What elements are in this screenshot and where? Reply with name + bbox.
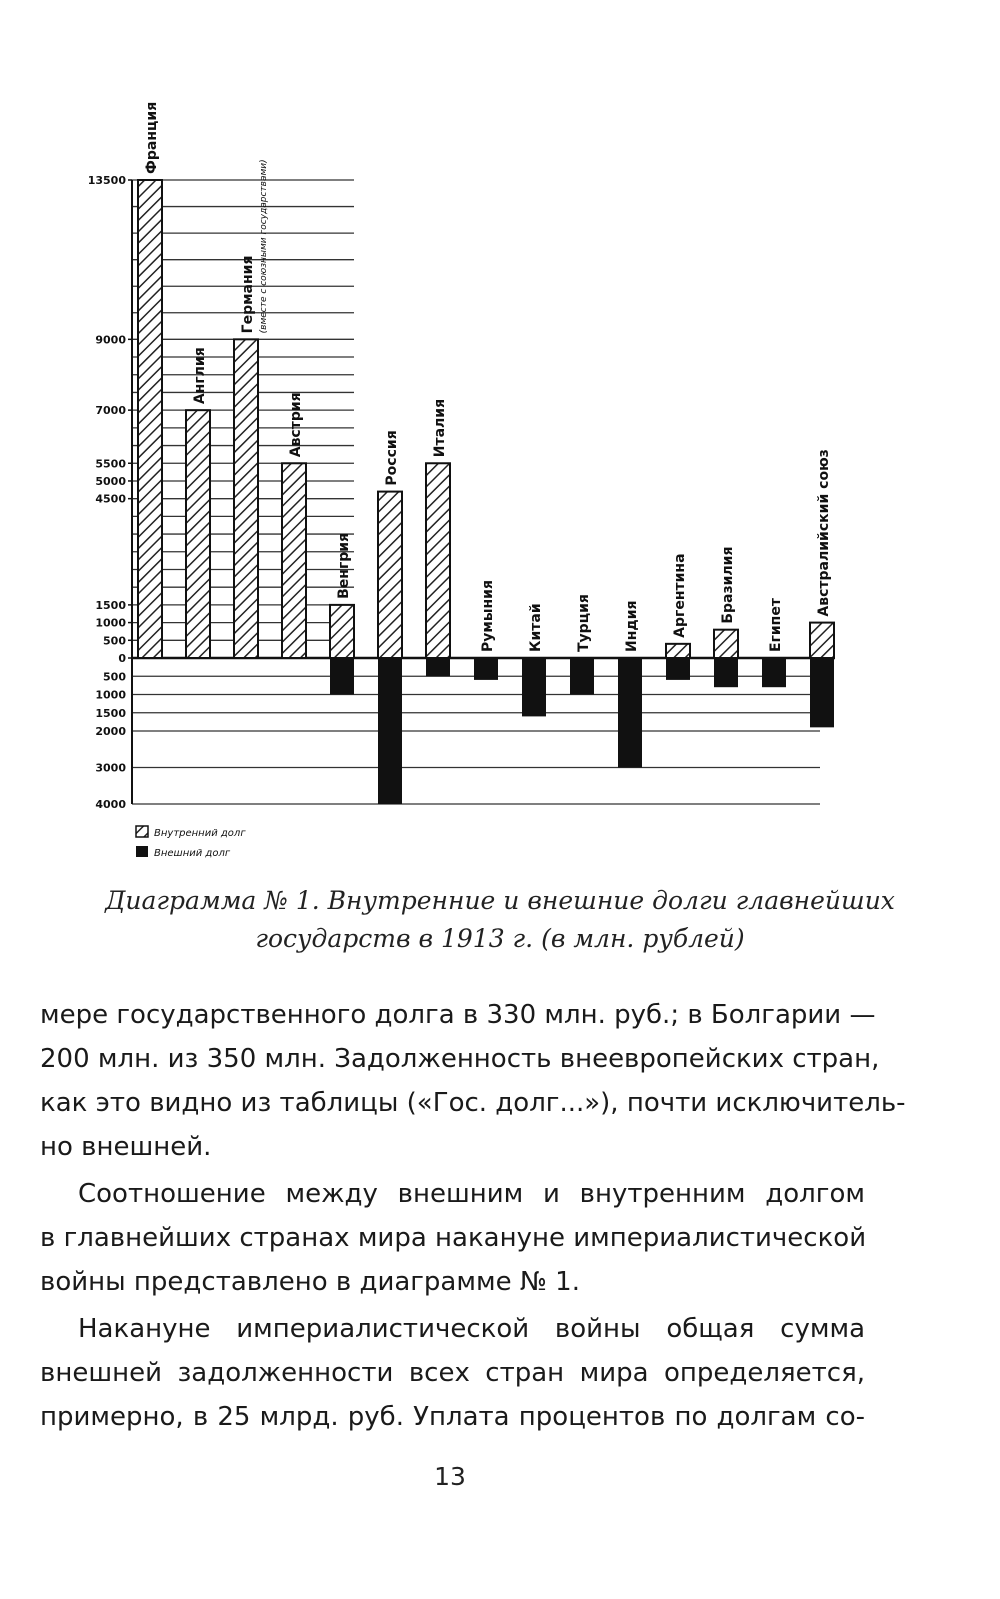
page-number: 13 xyxy=(434,1462,466,1491)
y-tick-label: 5000 xyxy=(95,474,126,488)
bar-external-debt xyxy=(426,658,450,676)
bar-internal-debt xyxy=(138,180,162,658)
text-line: но внешней. xyxy=(40,1132,212,1162)
category-label: Франция xyxy=(144,101,160,174)
category-label: Египет xyxy=(768,598,784,652)
text-line: в главнейших странах мира накануне империалистической xyxy=(40,1223,867,1253)
y-tick-label: 0 xyxy=(118,652,126,665)
category-label: Англия xyxy=(192,347,208,405)
y-tick-label: 9000 xyxy=(95,333,126,347)
category-label: Китай xyxy=(528,603,544,652)
paragraph-1 xyxy=(40,993,906,1169)
legend-label-external: Внешний долг xyxy=(154,848,231,859)
y-tick-label: 2000 xyxy=(95,725,126,738)
y-tick-label: 1000 xyxy=(95,688,126,702)
figure-caption-line-2: государств в 1913 г. (в млн. рублей) xyxy=(255,924,745,953)
text-line: войны представлено в диаграмме № 1. xyxy=(40,1267,580,1297)
text-line: Накануне империалистической войны общая сумма xyxy=(78,1314,865,1344)
paragraph-3 xyxy=(40,1307,865,1439)
y-tick-label: 1000 xyxy=(95,616,126,630)
bar-external-debt xyxy=(570,658,594,695)
bar-internal-debt xyxy=(810,623,834,658)
y-tick-label: 7000 xyxy=(95,404,126,418)
bar-external-debt xyxy=(714,658,738,687)
bar-internal-debt xyxy=(714,630,738,658)
legend xyxy=(136,826,246,859)
legend-label-internal: Внутренний долг xyxy=(154,828,246,839)
bar-external-debt xyxy=(330,658,354,695)
category-label: Бразилия xyxy=(720,546,736,624)
text-line: Соотношение между внешним и внутренним долгом xyxy=(78,1179,865,1209)
bar-internal-debt xyxy=(330,605,354,658)
category-label: Германия xyxy=(240,255,256,334)
category-label: Индия xyxy=(624,600,640,652)
legend-swatch-internal xyxy=(136,826,148,837)
bar-external-debt xyxy=(762,658,786,687)
bar-external-debt xyxy=(378,658,402,804)
y-tick-label: 1500 xyxy=(95,598,126,612)
category-label: Австралийский союз xyxy=(816,449,832,617)
category-label: Румыния xyxy=(480,580,496,652)
category-label: Аргентина xyxy=(672,553,688,638)
y-tick-label: 4000 xyxy=(95,798,126,811)
paragraph-2 xyxy=(40,1172,865,1304)
y-tick-label: 500 xyxy=(103,670,126,684)
bar-internal-debt xyxy=(282,463,306,658)
figure-caption-line-1: Диаграмма № 1. Внутренние и внешние долги главнейших xyxy=(105,886,895,915)
bar-external-debt xyxy=(666,658,690,680)
category-label: Австрия xyxy=(288,392,304,458)
bar-internal-debt xyxy=(186,410,210,658)
y-tick-label: 1500 xyxy=(95,706,126,720)
y-tick-label: 4500 xyxy=(95,492,126,506)
bar-internal-debt xyxy=(378,492,402,658)
y-axis xyxy=(88,174,132,811)
category-label: Турция xyxy=(576,594,592,652)
y-tick-label: 500 xyxy=(103,634,126,648)
y-tick-label: 5500 xyxy=(95,457,126,471)
bar-internal-debt xyxy=(234,339,258,658)
text-line: мере государственного долга в 330 млн. руб.; в Болгарии — xyxy=(40,1000,876,1030)
category-label: Италия xyxy=(432,398,448,458)
bar-external-debt xyxy=(474,658,498,680)
category-label: Венгрия xyxy=(336,532,352,599)
text-line: 200 млн. из 350 млн. Задолженность внеевропейских стран, xyxy=(40,1044,880,1074)
text-line: как это видно из таблицы («Гос. долг...»), почти исключитель- xyxy=(40,1088,906,1118)
y-tick-label: 13500 xyxy=(87,174,126,187)
y-tick-label: 3000 xyxy=(95,761,126,775)
bar-internal-debt xyxy=(666,644,690,658)
bar-internal-debt xyxy=(426,463,450,658)
bar-external-debt xyxy=(618,658,642,768)
category-label: Россия xyxy=(384,430,400,486)
bar-external-debt xyxy=(810,658,834,727)
text-line: примерно, в 25 млрд. руб. Уплата процентов по долгам со- xyxy=(40,1402,865,1432)
bar-external-debt xyxy=(522,658,546,716)
debt-bar-chart xyxy=(60,60,940,880)
category-note: (вместе с союзными государствами) xyxy=(259,159,269,334)
legend-swatch-external xyxy=(136,846,148,857)
text-line: внешней задолженности всех стран мира определяется, xyxy=(40,1358,865,1388)
